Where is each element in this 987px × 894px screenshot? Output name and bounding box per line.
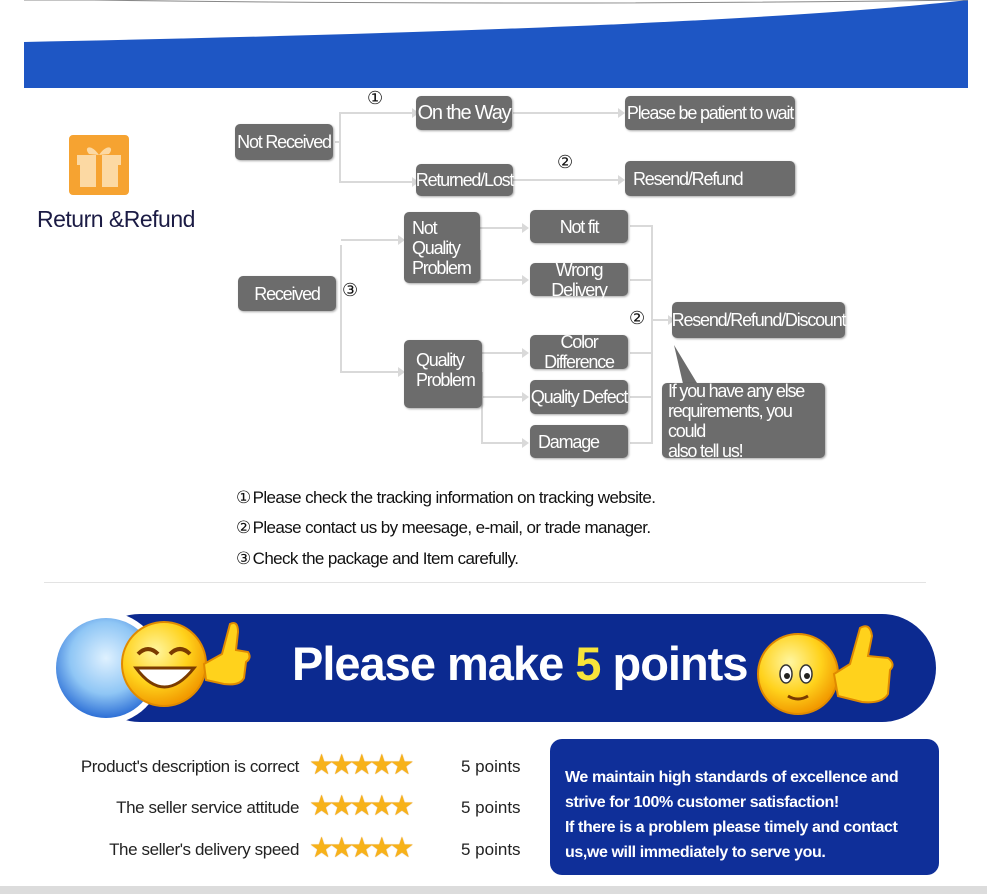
note-3-marker: ③: [236, 549, 251, 569]
marker-three: ③: [342, 280, 359, 301]
damage-box: Damage: [530, 425, 628, 458]
note-2-text: Please contact us by meesage, e-mail, or trade manager.: [252, 518, 651, 537]
rating-value-service: 5 points: [461, 798, 521, 817]
color-difference-box: Color Difference: [530, 335, 628, 369]
not-quality-line-3: Problem: [412, 257, 471, 278]
rating-stars-description: ★★★★★: [309, 749, 410, 780]
not-quality-problem-box: [404, 212, 480, 283]
not-fit-box: Not fit: [530, 210, 628, 243]
marker-two-b: ②: [629, 308, 646, 329]
promise-line-3: If there is a problem please timely and contact: [565, 819, 898, 836]
note-1: [236, 488, 655, 508]
quality-problem-line-1: Quality: [416, 350, 464, 370]
note-3: [236, 549, 518, 569]
promise-line-4: us,we will immediately to serve you.: [565, 844, 826, 861]
rating-value-delivery: 5 points: [461, 840, 521, 859]
bottom-bar: [0, 886, 987, 894]
promise-line-1: We maintain high standards of excellence and: [565, 769, 899, 786]
else-line-2: requirements, you could: [668, 400, 792, 441]
points-prefix: Please make: [292, 637, 576, 690]
returned-lost-box: Returned/Lost: [416, 164, 513, 196]
not-quality-line-1: Not: [412, 217, 437, 238]
rating-stars-delivery: ★★★★★: [309, 832, 410, 863]
points-banner-title: [292, 636, 747, 691]
marker-one: ①: [367, 88, 384, 109]
promise-line-2: strive for 100% customer satisfaction!: [565, 794, 839, 811]
on-the-way-box: On the Way: [416, 96, 512, 130]
rating-label-description: Product's description is correct: [80, 757, 299, 776]
quality-problem-box: [404, 340, 482, 408]
resend-refund-discount-box: Resend/Refund/Discount: [672, 302, 845, 338]
please-be-patient-box: Please be patient to wait: [625, 96, 795, 130]
note-1-text: Please check the tracking information on tracking website.: [252, 488, 656, 507]
note-1-marker: ①: [236, 488, 251, 508]
resend-refund-box: Resend/Refund: [625, 161, 795, 196]
rating-label-service: The seller service attitude: [116, 798, 299, 817]
else-line-3: also tell us!: [668, 440, 743, 461]
quality-problem-line-2: Problem: [416, 370, 475, 390]
thumbs-up-smiley-icon: [750, 614, 900, 718]
rating-label-delivery: The seller's delivery speed: [109, 840, 299, 859]
wrong-delivery-box: Wrong Delivery: [530, 263, 628, 296]
marker-two: ②: [557, 152, 574, 173]
note-3-text: Check the package and Item carefully.: [252, 549, 519, 568]
rating-stars-service: ★★★★★: [309, 790, 410, 821]
not-received-box: Not Received: [235, 124, 333, 160]
quality-defect-box: Quality Defect: [530, 380, 628, 414]
promise-box: [550, 739, 939, 875]
points-suffix: points: [600, 637, 748, 690]
section-title: Return &Refund: [37, 206, 195, 232]
not-quality-line-2: Quality: [412, 237, 460, 258]
note-2-marker: ②: [236, 518, 251, 538]
laughing-smiley-icon: [112, 614, 252, 714]
note-2: [236, 518, 651, 538]
else-line-1: If you have any else: [668, 380, 805, 401]
points-number: 5: [575, 637, 601, 690]
rating-value-description: 5 points: [461, 757, 521, 776]
else-requirements-bubble: [662, 380, 825, 461]
received-box: Received: [238, 276, 336, 311]
divider: [44, 582, 926, 583]
